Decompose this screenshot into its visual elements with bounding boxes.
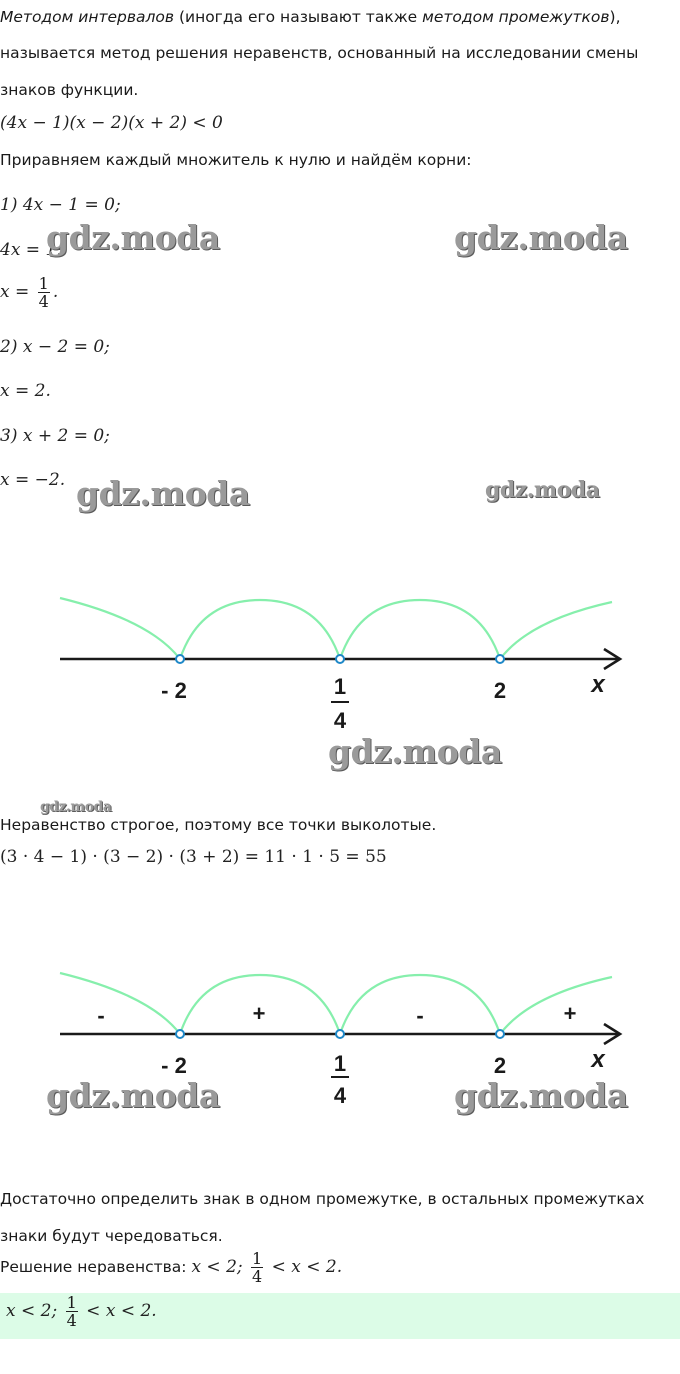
number-line-diagram-1: [0, 580, 680, 750]
solution-line: [0, 1250, 342, 1285]
solution-fraction: [251, 1250, 263, 1285]
intro-line-2: называется метод решения неравенств, основанный на исследовании смены: [0, 44, 639, 62]
watermark-logo: gdz.moda: [46, 218, 220, 257]
tick-label-minus-2: - 2: [161, 1053, 187, 1078]
alternation-line-2: знаки будут чередоваться.: [0, 1227, 223, 1245]
watermark-logo: gdz.moda: [454, 1076, 628, 1115]
watermark-logo: gdz.moda: [40, 799, 112, 815]
point-one-quarter: [336, 1030, 344, 1038]
arc-between-minus2-and-quarter: [180, 600, 340, 659]
answer-part-1: x < 2;: [6, 1301, 63, 1321]
strict-note: Неравенство строгое, поэтому все точки выколотые.: [0, 816, 437, 834]
axis-name-x: x: [591, 671, 605, 698]
answer-part-2: < x < 2.: [80, 1301, 157, 1321]
fraction-denominator: 4: [38, 292, 49, 311]
point-minus-2: [176, 1030, 184, 1038]
tick-label-2: 2: [493, 1053, 507, 1078]
step1-equation: 1) 4x − 1 = 0;: [0, 195, 121, 215]
check-calculation: (3 · 4 − 1) · (3 − 2) · (3 + 2) = 11 · 1 · 5 = 55: [0, 847, 387, 867]
tick-label-2: 2: [493, 678, 507, 703]
sign-interval-2: +: [252, 1001, 266, 1026]
fraction-numerator: 1: [66, 1293, 77, 1312]
sign-interval-3: -: [416, 1003, 424, 1028]
watermark-logo: gdz.moda: [46, 1076, 220, 1115]
fraction-numerator: 1: [38, 274, 49, 293]
intro-end-text: ),: [609, 8, 621, 26]
step2-result: x = 2.: [0, 381, 51, 401]
step1-result-end: .: [52, 282, 59, 302]
intro-mid-text: (иногда его называют также: [174, 8, 423, 26]
tick-label-minus-2: - 2: [161, 678, 187, 703]
fraction-numerator: 1: [252, 1249, 263, 1268]
fraction-one-quarter: [38, 275, 50, 310]
watermark-logo: gdz.moda: [76, 474, 250, 513]
answer-line: [6, 1294, 157, 1329]
step1-result-lhs: x =: [0, 282, 35, 302]
step1-b: 4x = 1;: [0, 240, 62, 260]
point-2: [496, 1030, 504, 1038]
sign-interval-1: -: [97, 1003, 105, 1028]
arc-left: [60, 598, 180, 659]
arc-left: [60, 973, 180, 1034]
step3-equation: 3) x + 2 = 0;: [0, 426, 110, 446]
answer-fraction: [66, 1294, 78, 1329]
watermark-logo: gdz.moda: [328, 732, 502, 771]
fraction-denominator: 4: [66, 1311, 77, 1330]
main-inequality: (4x − 1)(x − 2)(x + 2) < 0: [0, 113, 223, 133]
tick-label-quarter-den: 4: [333, 708, 347, 733]
intro-line-1: [0, 8, 621, 26]
point-minus-2: [176, 655, 184, 663]
solution-label: Решение неравенства:: [0, 1258, 187, 1276]
arc-right: [500, 602, 612, 659]
intro-line-3: знаков функции.: [0, 81, 139, 99]
term-gap-method: методом промежутков: [422, 8, 610, 26]
step1-result: [0, 275, 58, 310]
step-intro: Приравняем каждый множитель к нулю и найдём корни:: [0, 151, 472, 169]
axis-name-x: x: [591, 1046, 605, 1073]
sign-interval-4: +: [563, 1001, 577, 1026]
tick-label-quarter-num: 1: [333, 1051, 347, 1076]
point-2: [496, 655, 504, 663]
step3-result: x = −2.: [0, 470, 66, 490]
arc-between-quarter-and-2: [340, 600, 500, 659]
fraction-denominator: 4: [252, 1267, 263, 1286]
watermark-logo: gdz.moda: [454, 218, 628, 257]
solution-part-1: x < 2;: [191, 1257, 249, 1277]
step2-equation: 2) x − 2 = 0;: [0, 337, 110, 357]
tick-label-quarter-den: 4: [333, 1083, 347, 1108]
term-interval-method: Методом интервалов: [0, 8, 175, 26]
tick-label-quarter-num: 1: [333, 674, 347, 699]
watermark-logo: gdz.moda: [485, 477, 600, 503]
alternation-line-1: Достаточно определить знак в одном промежутке, в остальных промежутках: [0, 1190, 645, 1208]
solution-part-2: < x < 2.: [266, 1257, 343, 1277]
arc-right: [500, 977, 612, 1034]
point-one-quarter: [336, 655, 344, 663]
